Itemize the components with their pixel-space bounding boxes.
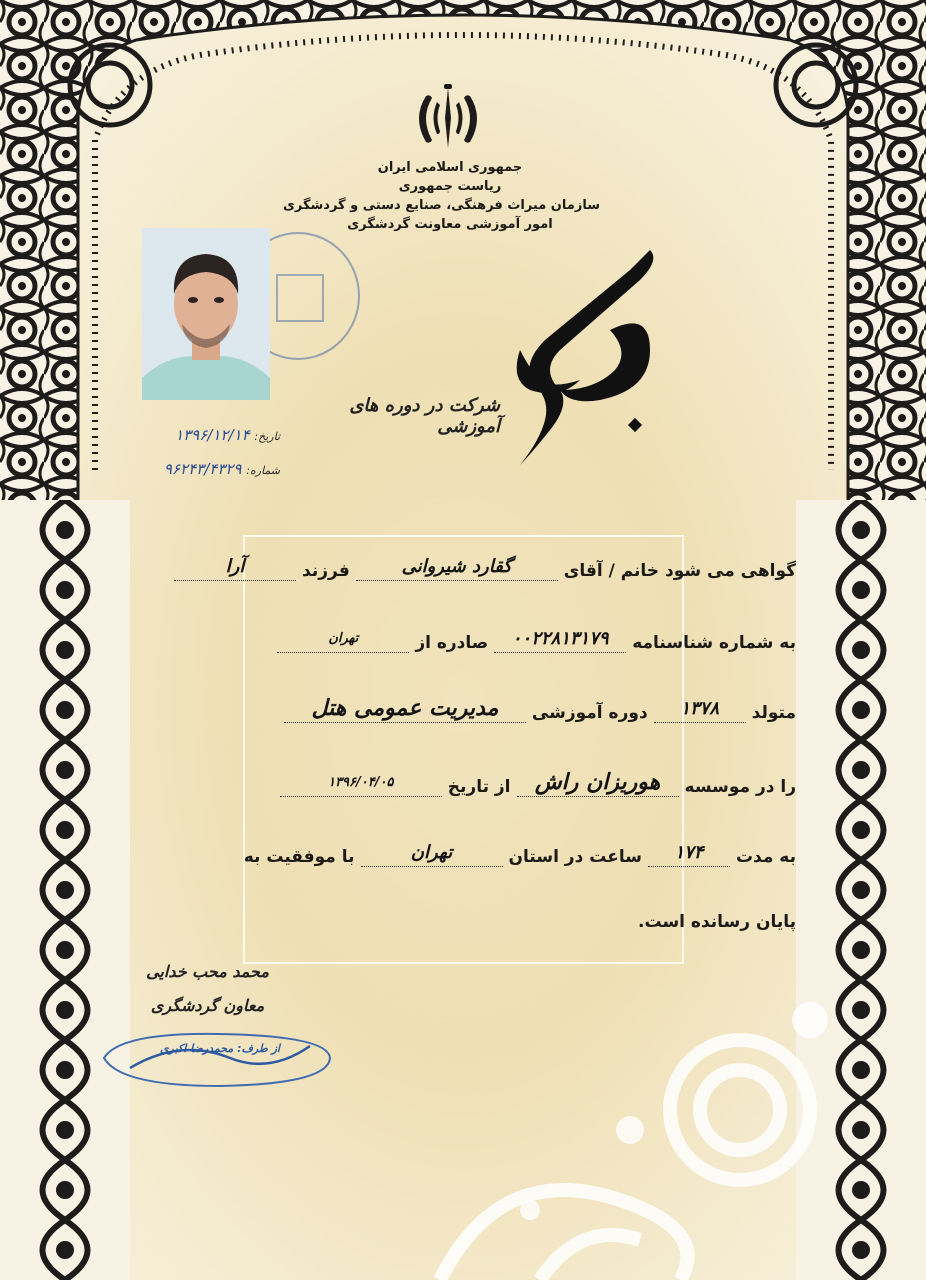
- certificate-number-label: شماره:: [246, 464, 280, 477]
- birth-year-field: ۱۳۷۸: [654, 698, 746, 723]
- body-row-3: [280, 698, 798, 723]
- ornate-left-border: [0, 500, 130, 1280]
- issue-date-label: تاریخ:: [254, 430, 280, 443]
- row2-text1: به شماره شناسنامه: [632, 633, 796, 653]
- header-line-1: جمهوری اسلامی ایران: [377, 160, 523, 175]
- father-name-field: آرا: [174, 556, 296, 581]
- signature-stamp: [100, 1028, 334, 1090]
- issued-from-field: تهران: [277, 628, 409, 653]
- course-name-field: مدیریت عمومی هتل: [284, 698, 526, 723]
- header-line-4: امور آموزشی معاونت گردشگری: [347, 217, 553, 232]
- row5-text1: به مدت: [735, 847, 796, 867]
- row5-text3: با موفقیت به: [243, 847, 355, 867]
- institute-name-field: هوریزان راش: [517, 772, 679, 797]
- row5-text2: ساعت در استان: [508, 847, 642, 867]
- body-row-2: [273, 628, 798, 653]
- row1-text1: گواهی می شود خانم / آقای: [563, 561, 796, 581]
- header-line-3: سازمان میراث فرهنگی، صنایع دستی و گردشگری: [282, 198, 600, 213]
- certificate-title-calligraphy: [500, 240, 670, 470]
- row4-text1: را در موسسه: [684, 777, 796, 797]
- start-date-field: ۱۳۹۶/۰۴/۰۵: [280, 772, 442, 797]
- certificate-subtitle: شرکت در دوره های آموزشی: [349, 395, 500, 437]
- body-row-5: [242, 842, 798, 867]
- row6-text1: پایان رسانده است.: [637, 912, 796, 932]
- holder-name-field: گقارد شیروانی: [356, 556, 558, 581]
- row4-text2: از تاریخ: [447, 777, 511, 797]
- row2-text2: صادره از: [415, 633, 489, 653]
- hours-field: ۱۷۴: [648, 842, 730, 867]
- body-row-1: [170, 556, 798, 581]
- iran-emblem-icon: [408, 84, 488, 154]
- signer-role: معاون گردشگری: [150, 996, 265, 1015]
- issue-date: [150, 426, 280, 444]
- certificate-number: [150, 460, 280, 478]
- body-row-4: [276, 772, 798, 797]
- row1-text2: فرزند: [302, 561, 350, 581]
- decorative-swirl-pattern: [380, 980, 850, 1280]
- id-number-field: ۰۰۲۲۸۱۳۱۷۹: [494, 628, 626, 653]
- row3-text1: متولد: [751, 703, 796, 723]
- body-row-6: [636, 912, 798, 932]
- watermark-frame: [243, 535, 684, 964]
- certificate-number-value: ۹۶۲۴۳/۴۳۲۹: [163, 460, 242, 478]
- row3-text2: دوره آموزشی: [531, 703, 648, 723]
- holder-photo: [142, 228, 270, 400]
- province-field: تهران: [361, 842, 503, 867]
- official-stamp-center: [276, 274, 324, 322]
- signature-stamp-text: از طرف: محمدرضا اکبری: [160, 1042, 280, 1055]
- issuer-header: [282, 158, 600, 234]
- issue-date-value: ۱۳۹۶/۱۲/۱۴: [175, 426, 250, 444]
- header-line-2: ریاست جمهوری: [398, 179, 502, 194]
- signer-name: محمد محب خدایی: [146, 962, 269, 981]
